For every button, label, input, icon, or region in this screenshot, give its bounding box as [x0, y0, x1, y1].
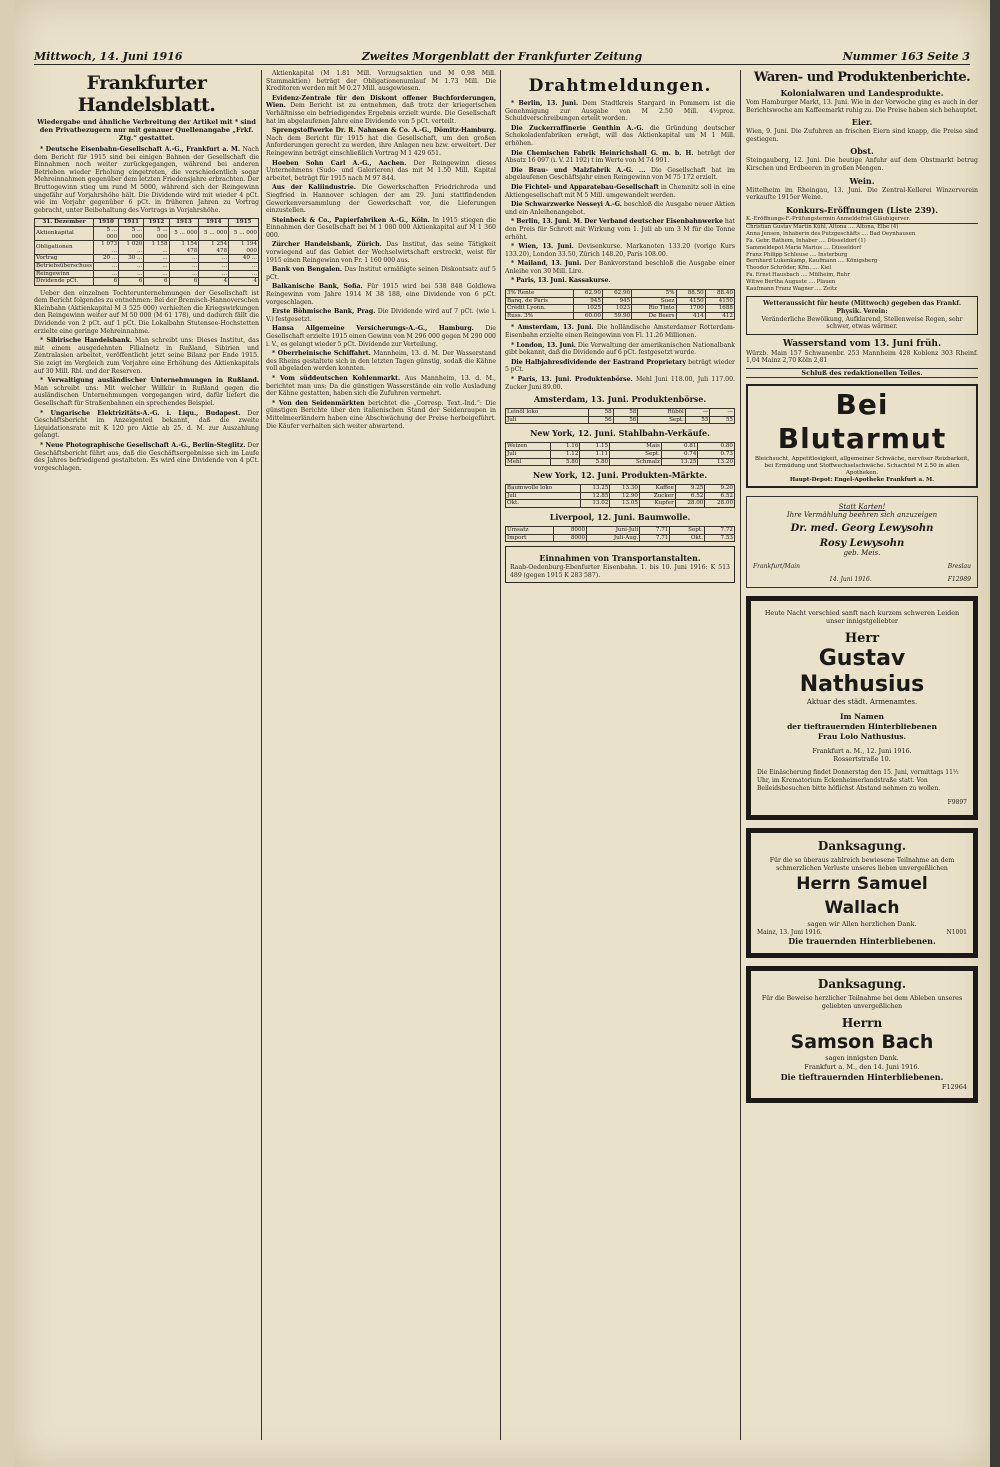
column-rule: [261, 70, 262, 1440]
obit-herr: Herr: [844, 630, 880, 646]
article-head: Aus der Kaliindustrie.: [272, 184, 356, 192]
article-body: Devisenkurse. Markanoten 133.20 (vorige Kurs 133.20), London 33.50, Zürich 148.20, Paris 108.00.: [505, 243, 735, 258]
table-cell: 1 073 ...: [94, 241, 119, 255]
table-cell: Dividende pCt.: [35, 278, 94, 286]
table-cell: ...: [94, 270, 119, 278]
table-cell: ...: [169, 262, 199, 270]
wedding-footer: [753, 576, 971, 583]
thanks-code: F12964: [941, 1083, 967, 1092]
table-cell: ...: [144, 262, 169, 270]
thanks-bold: Die trauernden Hinterbliebenen.: [788, 936, 936, 947]
blutarmut-ad: [746, 384, 978, 488]
subsection-title: Eier.: [851, 117, 873, 128]
thanks-code: N1001: [946, 929, 967, 937]
column-2: [266, 70, 496, 1450]
article-body: Die Gewerkschaften Friedrichroda und Siegfried in Hannover schlagen der am 29. Juni stattfindenden Gewerkenversammlung der Gewerkschaft vor, die Lieferungen einzustellen.: [266, 184, 496, 215]
column-rule: [500, 70, 501, 1440]
article-body: Mannheim, 13. d. M. Der Wasserstand des Rheins gestaltete sich in den letzten Tagen günstig, sodaß die Kähne voll abgeladen werden konnten.: [266, 350, 496, 373]
article-head: Bank von Bengalen.: [272, 266, 343, 274]
article-body: Aktienkapital (M 1.81 Mill. Vorzugsaktien und M 0.98 Mill. Stammaktien) beträgt der Obligationenumlauf M 1.73 Mill. Die Kreditoren werden mit M 0.27 Mill. ausgewiesen.: [266, 70, 496, 93]
article-body: Wien, 9. Juni. Die Zufuhren an frischen Eiern sind knapp, die Preise sind gestiegen.: [746, 128, 978, 143]
section-title: Frankfurter Handelsblatt.: [77, 72, 216, 116]
wedding-footer: [753, 563, 971, 570]
price-table: Leinöl loko 58 58 Rüböl — — Juli 56 56 Sept. 55 55: [507, 409, 733, 423]
table-cell: 5 ... 000: [94, 226, 119, 240]
article-body: Die Dividende wird auf 7 pCt. (wie i. V.) festgesetzt.: [266, 308, 496, 323]
article-head: Die Fichtel- und Apparatebau-Gesellschaft: [511, 183, 659, 191]
article-head: * Paris, 13. Juni. Produktenbörse.: [511, 376, 633, 383]
thanks-lead: Für die so überaus zahlreich bewiesene Teilnahme an dem schmerzlichen Verluste unseres lieben unvergeßlichen: [769, 856, 955, 872]
thanks-place: Mainz, 13. Juni 1916.: [757, 929, 823, 937]
thanks-meta: [757, 929, 967, 936]
list-item: Kaufmann Franz Wagner .... Zeitz: [746, 285, 837, 292]
article: [34, 146, 259, 214]
article-head: * Oberrheinische Schiffahrt.: [272, 350, 371, 358]
obituary: [746, 596, 978, 820]
article-body: Für 1915 wird bei 538 848 Goldlewa Reingewinn vom Jahre 1914 M 38 188, eine Dividende von 6 pCt. vorgeschlagen.: [266, 283, 496, 306]
list-item: Theodor Schröder, Kfm. .... Kiel: [746, 265, 832, 272]
obit-tail: Die Einäscherung findet Donnerstag den 15. Juni, vormittags 11½ Uhr, im Krematorium Eckenheimerlandstraße statt. Von Beileidsbesuchen bitte höflichst Abstand nehmen zu wollen.: [757, 768, 959, 792]
table-header: 1910: [94, 219, 119, 227]
article-body: beschloß die Ausgabe neuer Aktien und ein Anleihenangebot.: [505, 201, 735, 216]
wedding-place-left: Frankfurt/Main: [753, 562, 800, 570]
wedding-groom: Dr. med. Georg Lewysohn: [790, 522, 934, 534]
list-item: Franz Philipp Schleuse .... Insterburg: [746, 251, 848, 258]
adjacent-page-strip: [0, 0, 14, 1467]
market-heading: New York, 12. Juni. Produkten-Märkte.: [532, 470, 708, 481]
wedding-announcement: [746, 496, 978, 588]
article-head: * Amsterdam, 13. Juni.: [511, 324, 594, 332]
article-head: Die Chemischen Fabrik Heinrichshall G. m. b. H.: [511, 149, 694, 157]
article-body: Aus Mannheim, 13. d. M., berichtet man uns: Da die günstigen Wasserstände ein volle Ausladung der Kähne gestatten, haben sich die Zufuhren vermehrt.: [266, 374, 496, 398]
article-head: * Berlin, 13. Juni. M. Der Verband deutscher Eisenbahnwerke: [511, 218, 723, 226]
column-1: [34, 70, 259, 1450]
article-head: * Von den Seidenmärkten: [272, 399, 365, 407]
article-body: Ueber den einzelnen Tochterunternehmungen der Gesellschaft ist dem Bericht folgendes zu entnehmen: Bei der Bremisch-Hannoverschen Kleinbahn (Aktienkapital M 3 525 000) verhielten die Kriegswirkungen den Reingewinn weiter auf M 50 000 (M 61 178), und dadurch fällt die Dividende von 2 pCt. auf 1 pCt. Die Lokalbahn Stutensee-Hochstetten erzielte eine geringe Mehreinnahme.: [34, 289, 259, 335]
obit-mid: Im Namen: [840, 711, 884, 721]
thanks-name: Samson Bach: [790, 1031, 934, 1054]
section-title: Waren- und Produktenberichte.: [753, 70, 971, 85]
thanks-herr: Herrn: [841, 1016, 883, 1031]
table-cell: 4: [229, 278, 259, 286]
article-body: Dem Bericht ist zu entnehmen, daß trotz der kriegerischen Verhältnisse ein befriedigendes Ergebnis erzielt wurde. Die Gesellschaft hat im abgelaufenen Jahre eine Dividende von 5 pCt. verteilt.: [266, 102, 496, 125]
article-head: Hansa Allgemeine Versicherungs-A.-G., Hamburg.: [272, 325, 474, 333]
water-text: Würzb. Main 157 Schwanenbr. 253 Mannheim 428 Koblenz 303 Rheinf. 1,04 Mainz 2,70 Köln 2,81: [746, 349, 978, 365]
table-cell: Vortrag: [35, 255, 94, 263]
table-cell: 5 ... 000: [119, 226, 144, 240]
article-body: Steingauberg, 12. Juni. Die heutige Anfuhr auf dem Obstmarkt betrug Kirschen und Erdbeeren in großen Mengen.: [746, 157, 978, 172]
table-row: [35, 241, 259, 255]
thanks-bold: Die tieftrauernden Hinterbliebenen.: [780, 1072, 944, 1083]
wedding-bride-born: geb. Meis.: [843, 548, 881, 557]
list-item: Sammeldepot Maria Marius .... Düsseldorf: [746, 244, 862, 251]
article-head: * Deutsche Eisenbahn-Gesellschaft A.-G., Frankfurt a. M.: [40, 146, 241, 153]
article-body: Mehl Juni 118.00, Juli 117.00. Zucker Juni 89.00.: [505, 376, 735, 391]
table-cell: Obligationen: [35, 241, 94, 255]
table-cell: ...: [199, 262, 229, 270]
article-head: Zürcher Handelsbank, Zürich.: [272, 241, 382, 249]
article-body: Mittelheim im Rheingau, 13. Juni. Die Zentral-Kellerei Winzerverein verkaufte 1915er Weine.: [746, 186, 978, 202]
wedding-bride: Rosy Lewysohn: [819, 537, 905, 549]
article-head: * Verwaltigung ausländischer Unternehmungen in Rußland.: [40, 377, 259, 385]
obit-lead: Heute Nacht verschied sanft nach kurzem schweren Leiden unser innigstgeliebter: [764, 608, 960, 625]
article-head: * Vom süddeutschen Kohlenmarkt.: [272, 374, 401, 382]
ad-text: Bleichsucht, Appetitlosigkeit, allgemeiner Schwäche, nervöser Reizbarkeit, bei Ermüdung und Stoffwechselschwäche. Schachtel M 2.50 in allen Apotheken.: [754, 455, 970, 476]
thanks-line: sagen wir Allen herzlichen Dank.: [807, 920, 917, 929]
wedding-intro: Ihre Vermählung beehren sich anzuzeigen: [786, 510, 938, 519]
article-head: Sprengstoffwerke Dr. R. Nahnsen & Co. A.-G., Dömitz-Hamburg.: [272, 127, 496, 135]
article-head: Die Brau- und Malzfabrik A.-G. ...: [511, 166, 646, 174]
table-cell: Betriebsüberschuss: [36, 262, 93, 269]
article-body: die Gründung deutscher Schokoladenfabriken erwägt, will das Aktienkapital um M 1 Mill. erhöhen.: [505, 124, 735, 147]
subsection-title: Obst.: [850, 146, 874, 157]
subsection-title: Kolonialwaren und Landesprodukte.: [780, 88, 944, 98]
header-page-number: Nummer 163 Seite 3: [842, 50, 970, 63]
weather-box: [746, 296, 978, 334]
table-cell: 6: [94, 278, 119, 286]
wedding-date: 14. Juni 1916.: [829, 575, 872, 583]
obit-place: Frankfurt a. M., 12. Juni 1916.: [812, 746, 912, 755]
section-subtitle: Wiedergabe und ähnliche Verbreitung der Artikel mit * sind den Privatbezugern nur mit genauer Quellenangabe „Frkf. Ztg.“ gestattet.: [37, 118, 256, 142]
table-row: [35, 278, 259, 286]
article: [505, 324, 735, 391]
article-body: berichtet die „Corresp. Text.-Ind.“: Die günstigen Berichte über den italienischen Stand der Seidenraupen in Mittelmeerländern haben eine Abschwächung der Preise herbeigeführt. Die Käufer verhalten sich weiter abwartend.: [266, 399, 496, 430]
obit-name: Gustav Nathusius: [799, 645, 925, 697]
table-cell: 5 ... 000: [144, 226, 169, 240]
article-body: in Chemnitz soll in eine Aktiengesellschaft mit M 5 Mill. umgewandelt werden.: [505, 183, 735, 199]
table-cell: 5 ... 000: [169, 226, 199, 240]
table-cell: 40 ...: [229, 255, 259, 263]
thanks-notice: [746, 828, 978, 959]
article-body: Die Verwaltung der amerikanischen Nationalbank gibt bekannt, daß die Dividende auf 6 pCt. festgesetzt wurde.: [505, 341, 735, 357]
thanks-place: Frankfurt a. M., den 14. Juni 1916.: [804, 1063, 920, 1072]
market-heading: New York, 12. Juni. Stahlbahn-Verkäufe.: [530, 428, 710, 439]
list-item: Christian Gustav Martin Kühl, Altona .... Altona, Elbe (4): [746, 224, 899, 231]
article-head: * Ungarische Elektrizitäts-A.-G. i. Liqu., Budapest.: [40, 409, 241, 417]
article-body: Vom Hamburger Markt, 13. Juni. Wie in der Vorwoche ging es auch in der Berichtswoche am Kaffeemarkt ruhig zu. Die Preise haben sich behauptet.: [746, 99, 978, 114]
table-cell: 6: [144, 278, 169, 286]
article-head: * Mailand, 13. Juni.: [511, 260, 582, 268]
table-cell: 4: [199, 278, 229, 286]
list-item: Bernhard Lukenkamp, Kaufmann .... Königsberg: [746, 258, 878, 265]
weather-title: Wetteraussicht für heute (Mittwoch) gegeben das Frankf. Physik. Verein:: [762, 300, 962, 315]
article-head: Evidenz-Zentrale für den Diskont offener Buchforderungen, Wien.: [266, 94, 496, 110]
wedding-place-right: Breslau: [947, 562, 971, 570]
table-cell: ...: [169, 255, 199, 263]
table-cell: ...: [94, 262, 119, 270]
table-cell: 6: [169, 278, 199, 286]
article-body: Das Institut, das seine Tätigkeit vorwiegend auf das Gebiet der Wechselwirtschaft erstreckt, weist für 1915 einen Reingewinn von Fr. 1 160 000 aus.: [266, 241, 496, 264]
article-body: beträgt wieder 5 pCt.: [505, 358, 735, 374]
market-heading: Amsterdam, 13. Juni. Produktenbörse.: [533, 394, 707, 405]
wedding-top: Statt Karten!: [838, 502, 886, 511]
article-body: Man schreibt uns: Mit welcher Willkür in Rußland gegen die ausländischen Unternehmungen vorgegangen wird, dafür liefert die Gesellschaft für Straßenbahnen ein sprechendes Beispiel.: [34, 384, 259, 407]
table-row: [35, 255, 259, 263]
section-title: Drahtmeldungen.: [528, 76, 712, 96]
article-head: Balkanische Bank, Sofia.: [272, 283, 363, 291]
header-masthead: Zweites Morgenblatt der Frankfurter Zeitung: [361, 50, 643, 63]
subsection-title: Wein.: [849, 175, 875, 186]
table-cell: ...: [119, 270, 144, 278]
thanks-line: sagen innigsten Dank.: [825, 1054, 899, 1063]
article-head: Erste Böhmische Bank, Prag.: [272, 308, 376, 316]
article-body: Man schreibt uns: Dieses Institut, das mit einem ausgedehnten Filialnetz in Rußland, Sibirien und Zentralasien arbeitet, veröffentlicht jetzt seine Bilanz per Ende 1915. Sie zeigt im Vergleich zum Vorjahre eine Erhöhung des Aktienkapitals auf 30 Mill. Rbl. und der Reserven.: [34, 337, 259, 375]
page-edge: [990, 0, 1000, 1467]
table-header: 1914: [199, 219, 229, 227]
box-text: Raab-Oedenburg-Ebenfurter Eisenbahn. 1. bis 10. Juni 1916: K 513 489 (gegen 1915 K 283 587).: [510, 564, 730, 579]
table-header-row: [35, 219, 259, 227]
article-head: * Sibirische Handelsbank.: [40, 337, 133, 345]
column-4: [746, 70, 978, 1450]
transport-box: [505, 546, 735, 583]
price-table: Baumwolle loko 13.25 13.30 Kaffee 9.25 9.20 Juli 12.85 12.90 Zucker 6.52 6.52 Okt. 13.02 13.05 Kupfer 28.00 28.00: [507, 485, 733, 507]
table-body: [35, 226, 259, 285]
table-cell: 30 ...: [119, 255, 144, 263]
article-body: Nach dem Bericht für 1915 sind bei einigen Bahnen der Gesellschaft die Einnahmen noch weiter zurückgegangen, während bei anderen Betrieben wieder Erholung eingetreten, die verschiedentlich sogar Mehreinnahmen gegenüber dem letzten Friedensjahre erbrachten. Der Bruttogewinn stieg um rund M 5000, während sich der Reingewinn ungefähr auf Vorjahrshöhe hält. Die Dividende wird mit wieder 4 pCt. wie im Vorjahr gegenüber 6 pCt. in früheren Jahren zu Vortrag gebracht, unter Beibehaltung des Vortrags in Vorjahrshöhe.: [34, 146, 259, 214]
obit-mid: Frau Lolo Nathusius.: [817, 731, 907, 741]
price-table: Umsatz 8000 Juni-Juli 7.71 Sept. 7.72 Import 8000 Juli-Aug. 7.71 Okt. 7.53: [507, 526, 733, 541]
article-body: Der Bankvorstand beschloß die Ausgabe einer Anleihe von 30 Mill. Lire.: [505, 260, 735, 275]
thanks-heading: Danksagung.: [817, 977, 907, 992]
article-body: In 1915 stiegen die Einnahmen der Gesellschaft bei M 1 080 000 Aktienkapital auf M 1 360 000.: [266, 216, 496, 239]
article-body: hat den Preis für Schrott mit Wirkung vom 1. Juli ab um 3 M für die Tonne erhöht.: [505, 218, 735, 241]
table-cell: 1 194 000: [229, 241, 259, 255]
table-cell: Reingewinn: [35, 270, 94, 278]
table-cell: ...: [199, 270, 229, 278]
article-head: Steinbeck & Co., Papierfabriken A.-G., Köln.: [272, 216, 430, 224]
ad-footer: Haupt-Depot: Engel-Apotheke Frankfurt a. M.: [789, 476, 935, 483]
column-3: [505, 70, 735, 1450]
konkurs-list: [746, 224, 978, 292]
table-cell: 5 ... 000: [229, 226, 259, 240]
thanks-heading: Danksagung.: [817, 838, 907, 853]
article-body: Nach dem Bericht für 1915 hat die Gesellschaft, um den großen Anforderungen gerecht zu werden, ihre Anlagen neu bzw. erweitert. Der Reingewinn beträgt einschließlich Vortrag M 1 429 651.: [266, 134, 496, 157]
table-cell: ...: [229, 270, 259, 278]
thanks-notice: [746, 966, 978, 1103]
list-item: Fa. Gebr. Bathem, Inhaber .... Düsseldorf (1): [746, 237, 866, 244]
table-cell: ...: [199, 255, 229, 263]
weather-text: Veränderliche Bewölkung, Aufklarend, Stellenweise Regen, sehr schwer, etwas wärmer.: [761, 315, 963, 331]
article-head: * Paris, 13. Juni. Kassakurse.: [511, 277, 611, 285]
article-head: * Neue Photographische Gesellschaft A.-G., Berlin-Steglitz.: [40, 441, 246, 449]
article-body: Der Reingewinn dieses Unternehmens (Sudo- und Galerieren) das mit M 1.50 Mill. Kapital arbeitet, beträgt für 1915 nach M 97 844.: [266, 159, 496, 182]
article-body: Dem Stadtkreis Stargard in Pommern ist die Genehmigung zur Ausgabe von M 2.50 Mill. 4½proz. Schuldverschreibungen erteilt worden.: [505, 100, 735, 123]
table-row: [35, 262, 259, 270]
obit-role: Aktuar des städt. Armenamtes.: [806, 697, 918, 706]
article-body: Die Gesellschaft hat im abgelaufenen Geschäftsjahr einen Reingewinn von M 75 172 erzielt.: [505, 166, 735, 182]
table-cell: 1 158 ...: [144, 241, 169, 255]
article-body: Das Institut ermäßigte seinen Diskontsatz auf 5 pCt.: [266, 266, 496, 281]
obit-mid: der tieftrauernden Hinterbliebenen: [787, 721, 937, 731]
article-body: Die holländische Amsterdamer Rotterdam-Eisenbahn erzielte einen Reingewinn von Fl. 11.26 Millionen.: [505, 324, 735, 340]
article: [34, 290, 259, 473]
table-cell: ...: [229, 262, 259, 270]
table-header: 1913: [169, 219, 199, 227]
table-cell: ...: [119, 262, 144, 270]
article-head: Die Halbjahresdividende der Eastrand Proprietary: [511, 358, 686, 366]
table-cell: 5 ... 000: [199, 226, 229, 240]
article: [505, 100, 735, 285]
article-head: Hoeben Sohn Carl A.-G., Aachen.: [272, 159, 407, 167]
box-title: Einnahmen von Transportanstalten.: [539, 553, 701, 564]
table-row: [35, 226, 259, 240]
table-cell: Aktienkapital: [35, 226, 94, 240]
table-header: 1915: [229, 219, 259, 227]
table-cell: 1 254 478: [199, 241, 229, 255]
editorial-end: Schluß des redaktionellen Teiles.: [746, 368, 978, 378]
article-body: Der Geschäftsbericht im Anzeigenteil bekannt, daß die zweite Liquidationsrate mit K 120 pro Aktie ab 25. d. M. zur Auszahlung gelangt.: [34, 409, 259, 440]
table-cell: 6: [119, 278, 144, 286]
table-cell: ...: [144, 255, 169, 263]
thanks-name: Herrn Samuel Wallach: [796, 874, 928, 919]
list-item: Fa. Ernst Hausbach .... Mülheim, Ruhr: [746, 271, 850, 278]
price-table: Weizen 1.16 1.15 Mais 0.81 0.80 Juli 1.12 1.11 Sept. 0.74 0.73 Mehl 5.80 5.80 Schmalz 13.25 13.20: [507, 443, 733, 465]
table-cell: ...: [169, 270, 199, 278]
article-head: * London, 13. Juni.: [511, 341, 576, 349]
newspaper-page: [14, 0, 990, 1467]
water-title: Wasserstand vom 13. Juni früh.: [782, 338, 942, 349]
list-item: Anna Jensen, Inhaberin des Putzgeschäfts .... Bad Oeynhausen: [746, 231, 916, 238]
article-head: Die Zuckerraffinerie Genthin A.-G.: [511, 124, 644, 132]
table-header: 1912: [144, 219, 169, 227]
table-cell: 1 020 ...: [119, 241, 144, 255]
column-rule: [740, 70, 741, 1440]
article-body: Der Geschäftsbericht führt aus, daß die Geschäftsergebnisse sich im Laufe des Jahres befriedigend gestalteten. Es wird eine Dividende von 4 pCt. vorgeschlagen.: [34, 441, 259, 472]
article-head: * Wien, 13. Juni.: [511, 243, 574, 251]
balance-table: [34, 218, 259, 285]
table-header: 31. Dezember: [35, 219, 94, 227]
table-cell: 1 154 478: [169, 241, 199, 255]
table-header: 1911: [119, 219, 144, 227]
market-heading: Liverpool, 12. Juni. Baumwolle.: [549, 511, 691, 522]
list-item: Witwe Bertha Auguste .... Plauen: [746, 278, 836, 285]
obit-code: F9897: [947, 798, 967, 806]
page-header: [34, 50, 970, 65]
ad-headline: Bei Blutarmut: [777, 387, 947, 455]
table-cell: 20 ...: [94, 255, 119, 263]
article-body: beträgt der Absatz 16 097 (i. V. 21 192) t im Werte von M 74 991.: [505, 149, 735, 165]
article-head: * Berlin, 13. Juni.: [511, 100, 579, 107]
table-cell: ...: [144, 270, 169, 278]
article: [266, 70, 496, 430]
subsection-title: Konkurs-Eröffnungen (Liste 239).: [785, 204, 939, 215]
thanks-lead: Für die Beweise herzlicher Teilnahme bei dem Ableben unseres geliebten unvergeßlichen: [761, 995, 963, 1011]
obit-street: Rossertstraße 10.: [833, 754, 891, 763]
wedding-code: F12989: [947, 575, 971, 583]
article-head: Die Schwarzwerke Nesseyi A.-G.: [511, 201, 622, 209]
header-date: Mittwoch, 14. Juni 1916: [34, 50, 183, 63]
article-body: Die Gesellschaft erzielte 1915 einen Gewinn von M 296 000 gegen M 290 000 i. V., es gelangt wieder 5 pCt. Dividende zur Verteilung.: [266, 325, 496, 348]
konkurs-header: K.-Eröffnungs-F.-Prüfungstermin Anmeldefrist Gläubigerver.: [746, 216, 978, 225]
table-row: [35, 270, 259, 278]
price-table: 3% Rente 62.90 62.90 5% 88.50 88.40 Banq. de Paris 945 945 Suez 4150 4150 Crédit Lyonn. 1025 1023 Rio Tinto 1700 1688 Russ. 3% 60.00 59.90 De Beers 414 412: [507, 290, 733, 319]
